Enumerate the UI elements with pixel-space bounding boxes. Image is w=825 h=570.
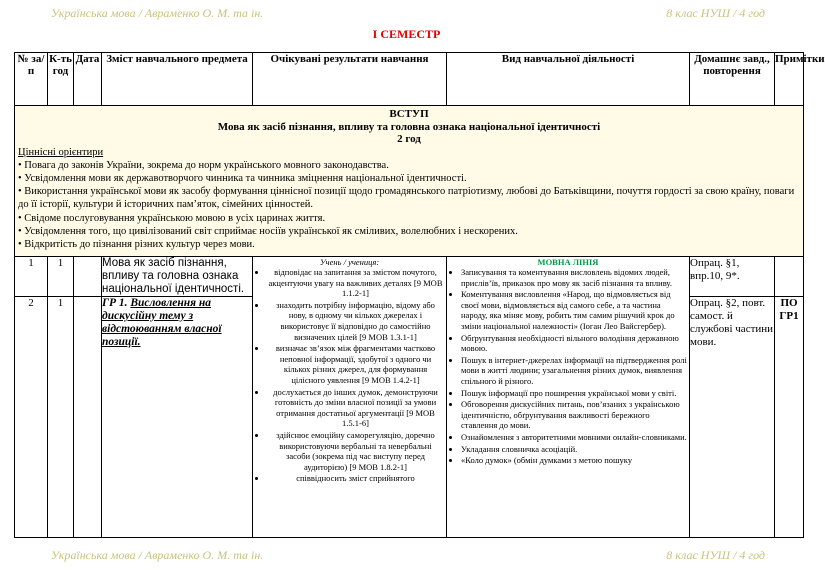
value-item: • Відкритість до пізнання різних культур через мови. — [18, 238, 255, 250]
value-item: • Усвідомлення мови як державотворчого чинника та чинника зміцнення національної ідентичності. — [18, 172, 467, 184]
row-topic — [102, 297, 253, 538]
row-date — [74, 257, 102, 297]
result-item: • відповідає на запитання за змістом почутого, акцентуючи увагу на важливих деталях [9 МОВ 1.1.2-1] — [267, 267, 444, 299]
col-num: № за/п — [15, 53, 48, 106]
curriculum-table — [14, 52, 825, 538]
intro-line3: 2 год — [397, 133, 421, 145]
page-header — [0, 6, 813, 26]
header-right: 8 клас НУШ / 4 год — [666, 6, 765, 20]
row-homework: Опрац. §2, повт. самост. й службові частини мови. — [690, 297, 775, 538]
topic-text: Висловлення на дискусійну тему з відстоюванням власної позиції. — [102, 297, 222, 348]
result-item: • здійснює емоційну саморегуляцію, доречно використовуючи вербальні та невербальні засоби (зокрема під час виступу перед аудиторією) [9 МОВ 1.8.2-1] — [267, 430, 444, 472]
col-results: Очікувані результати навчання — [253, 53, 447, 106]
activity-item: • Коментування висловлення «Народ, що відмовляється від своєї мови, відмовляється від самого себе, а та частина народу, яка міняє мову, робить тим самим рішучий крок до зміни національної належності» (Іоган Лео Вайсгербер). — [461, 289, 687, 331]
row-count: 1 — [48, 297, 74, 538]
result-item: • співвідносить зміст сприйнятого — [267, 473, 444, 484]
col-date: Дата — [74, 53, 102, 106]
column-header-row — [15, 53, 804, 106]
table-row — [15, 257, 804, 297]
header-left: Українська мова / Авраменко О. М. та ін. — [51, 6, 264, 20]
intro-line1: ВСТУП — [389, 108, 429, 120]
col-homework: Домашнє завд., повторення — [690, 53, 775, 106]
activity-item: • Обговорення дискусійних питань, пов’язаних з українською ідентичністю, обґрунтування важливості бережного ставлення до мови. — [461, 399, 687, 431]
activities-head: МОВНА ЛІНІЯ — [537, 257, 599, 267]
row-count: 1 — [48, 257, 74, 297]
value-item: • Повага до законів України, зокрема до норм українського мовного законодавства. — [18, 159, 389, 171]
results-cell — [253, 257, 447, 538]
footer-left: Українська мова / Авраменко О. М. та ін. — [51, 548, 264, 562]
activity-item: • Обґрунтування необхідності вільного володіння державною мовою. — [461, 333, 687, 354]
intro-line2: Мова як засіб пізнання, впливу та головна ознака національної ідентичності — [217, 120, 601, 133]
row-topic: Мова як засіб пізнання, впливу та головна ознака національної ідентичності. — [102, 257, 253, 297]
row-num: 1 — [15, 257, 48, 297]
col-content: Зміст навчального предмета — [102, 53, 253, 106]
semester-title: І СЕМЕСТР — [372, 27, 441, 41]
activity-item: • Ознайомлення з авторитетними мовними онлайн-словниками. — [461, 432, 687, 443]
col-count: К-ть год — [48, 53, 74, 106]
row-date — [74, 297, 102, 538]
results-head: Учень / учениця: — [319, 257, 380, 267]
col-notes: Примітки — [775, 53, 804, 106]
page-footer — [0, 548, 813, 568]
activity-item: • Записування та коментування висловлень відомих людей, прислів’їв, приказок про мову як засіб пізнання та впливу. — [461, 267, 687, 288]
row-num: 2 — [15, 297, 48, 538]
intro-row — [15, 106, 804, 257]
activity-item: • Укладання словничка асоціацій. — [461, 444, 687, 455]
value-item: • Використання української мови як засобу формування ціннісної позиції щодо громадянського патріотизму, любові до Батьківщини, почуття гордості за свою країну, поваги до її історії, культури й історичних пам’яток, сімейних цінностей. — [18, 186, 795, 211]
result-item: • дослухається до інших думок, демонструючи готовність до зміни власної позиції за умови отримання достатньої аргументації [9 МОВ 1.5.1-6] — [267, 387, 444, 429]
row-note — [775, 257, 804, 297]
value-item: • Свідоме послуговування українською мовою в усіх царинах життя. — [18, 212, 326, 224]
value-item: • Усвідомлення того, що цивілізований світ сприймає носіїв української як сміливих, волелюбних і нескорених. — [18, 225, 518, 237]
results-list — [253, 267, 446, 484]
footer-right: 8 клас НУШ / 4 год — [666, 548, 765, 562]
values-title: Ціннісні орієнтири — [18, 146, 104, 158]
result-item: • знаходить потрібну інформацію, відому або нову, в одному чи кількох джерелах і використовує її відповідно до самостійно визначених цілей [9 МОВ 1.3.1-1] — [267, 300, 444, 342]
result-item: • визначає зв’язок між фрагментами частково неповної інформації, здобутої з одного чи кількох різних джерел, для формування цілісного уявлення [9 МОВ 1.4.2-1] — [267, 343, 444, 385]
intro-block — [15, 106, 803, 256]
row-note: ПО ГР1 — [775, 297, 804, 538]
activity-item: • Пошук в інтернет-джерелах інформації на підтвердження ролі мови в житті людини; узагальнення різних думок, виявлення спільного й різного. — [461, 355, 687, 387]
topic-prefix: ГР 1. — [102, 297, 131, 309]
col-activities: Вид навчальної діяльності — [447, 53, 690, 106]
activity-item: • «Коло думок» (обмін думками з метою пошуку — [461, 455, 687, 466]
activities-cell — [447, 257, 690, 538]
activity-item: • Пошук інформації про поширення української мови у світі. — [461, 388, 687, 399]
activities-list — [447, 267, 689, 466]
row-homework: Опрац. §1, впр.10, 9*. — [690, 257, 775, 297]
